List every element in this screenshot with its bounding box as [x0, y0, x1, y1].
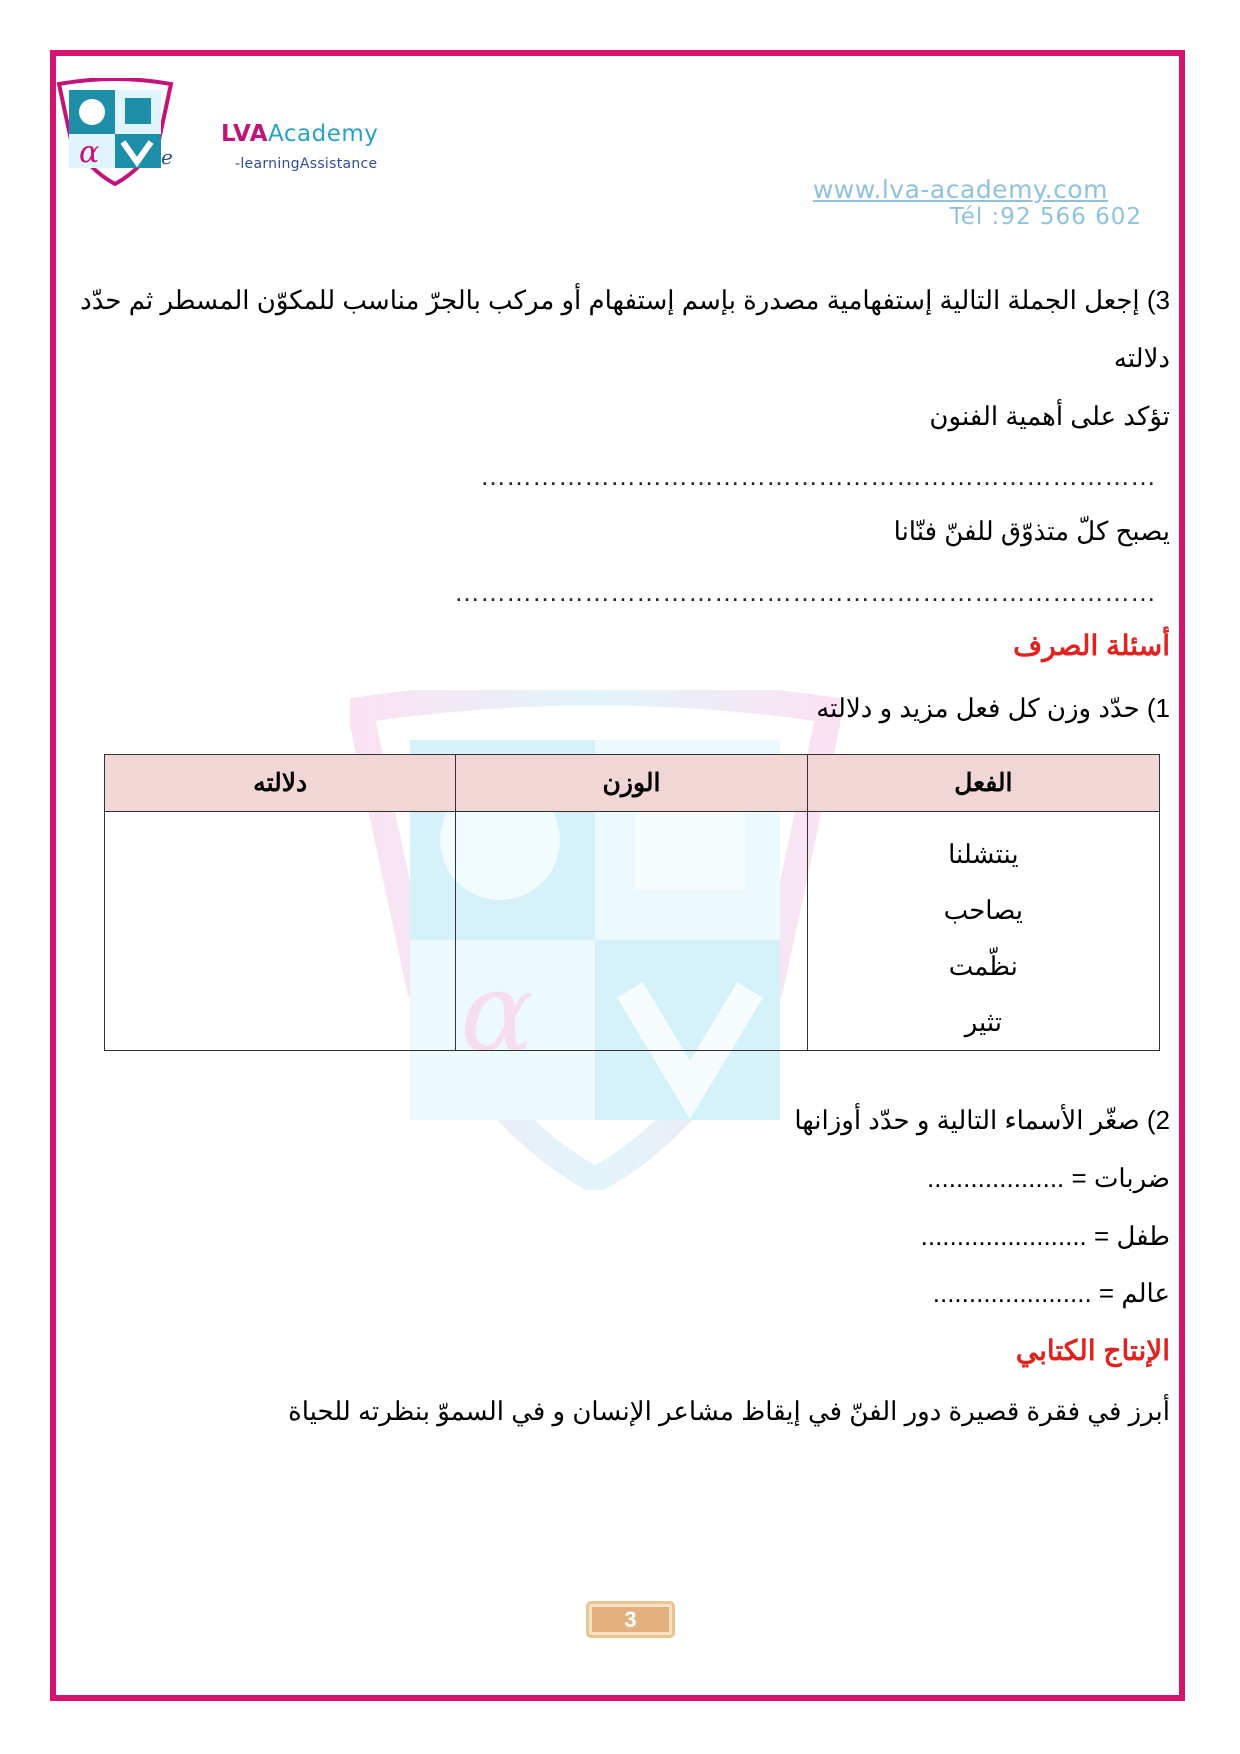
brand-academy: Academy: [268, 121, 379, 147]
noun-word: طفل: [1116, 1221, 1170, 1251]
col-header-verb: الفعل: [807, 755, 1159, 812]
noun-row: [100, 1162, 1170, 1194]
q3-instruction: 3) إجعل الجملة التالية إستفهامية مصدرة بإسم إستفهام أو مركب بالجرّ مناسب للمكوّن المسطر ثم حدّد: [80, 285, 1170, 315]
brand-name: [221, 121, 378, 147]
meaning-answer-cell[interactable]: [105, 812, 456, 1051]
q3-sentence-2: يصبح كلّ متذوّق للفنّ فنّانا: [893, 516, 1170, 546]
noun-answer-blank[interactable]: ......................: [932, 1278, 1092, 1308]
noun-word: ضربات: [1093, 1163, 1170, 1193]
logo-e-letter: e: [161, 145, 173, 169]
verb-item: تثير: [964, 1007, 1002, 1037]
section-heading-writing: الإنتاج الكتابي: [1015, 1335, 1170, 1366]
svg-text:α: α: [460, 948, 535, 1076]
pattern-answer-cell[interactable]: [456, 812, 807, 1051]
verbs-table: [104, 754, 1160, 1051]
equals-sign: =: [1071, 1163, 1087, 1193]
q3-sentence-1: تؤكد على أهمية الفنون: [929, 401, 1170, 431]
morph-q1: 1) حدّد وزن كل فعل مزيد و دلالته: [816, 693, 1170, 723]
lva-logo-icon: [55, 78, 175, 188]
noun-answer-blank[interactable]: ...................: [927, 1163, 1065, 1193]
svg-text:α: α: [79, 135, 100, 170]
noun-row: [100, 1220, 1170, 1252]
verbs-cell: [807, 812, 1159, 1051]
q3-answer-line-1[interactable]: ……………………………………………………………………: [480, 461, 1156, 491]
col-header-meaning: دلالته: [105, 755, 456, 812]
verb-item: يصاحب: [943, 895, 1023, 925]
website-link[interactable]: www.lva-academy.com: [812, 175, 1108, 204]
morph-q2: 2) صغّر الأسماء التالية و حدّد أوزانها: [794, 1105, 1170, 1135]
col-header-pattern: الوزن: [456, 755, 807, 812]
noun-answer-blank[interactable]: .......................: [920, 1221, 1087, 1251]
verb-item: نظّمت: [948, 951, 1018, 981]
q3-instruction-cont: دلالته: [1113, 343, 1170, 373]
noun-row: [100, 1277, 1170, 1309]
page-number: 3: [586, 1601, 675, 1638]
writing-prompt: أبرز في فقرة قصيرة دور الفنّ في إيقاظ مشاعر الإنسان و في السموّ بنظرته للحياة: [288, 1396, 1170, 1426]
equals-sign: =: [1094, 1221, 1110, 1251]
brand-subtitle: -learningAssistance: [235, 156, 378, 172]
noun-word: عالم: [1121, 1278, 1170, 1308]
equals-sign: =: [1098, 1278, 1115, 1308]
q3-answer-line-2[interactable]: ………………………………………………………………………: [454, 577, 1156, 607]
section-heading-morphology: أسئلة الصرف: [1013, 630, 1170, 661]
verb-item: ينتشلنا: [948, 839, 1019, 869]
brand-lva: LVA: [221, 121, 269, 147]
telephone: Tél :92 566 602: [949, 204, 1142, 230]
